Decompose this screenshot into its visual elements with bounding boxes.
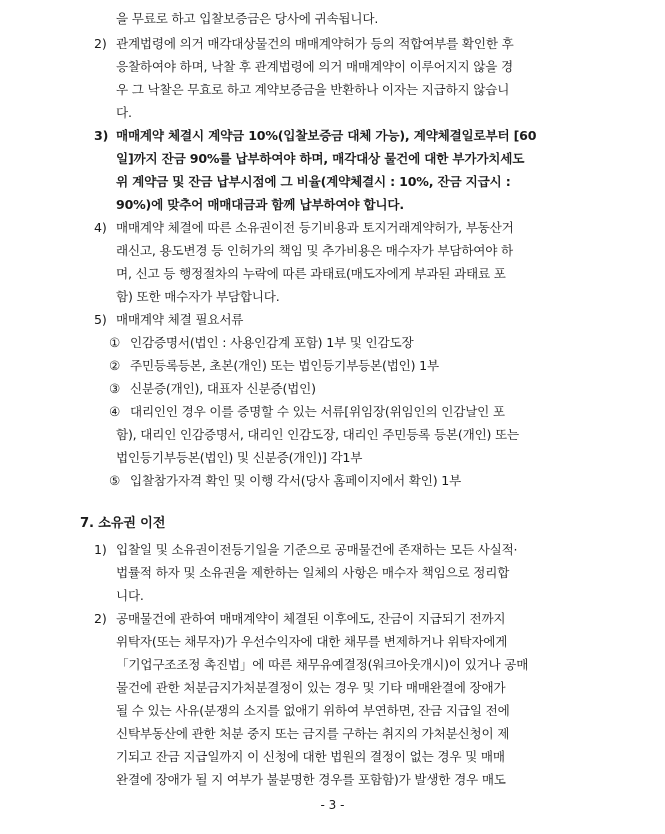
doc-5-line: 입찰참가자격 확인 및 이행 각서(당사 홈페이지에서 확인) 1부 [130,473,462,488]
item-2-line: 응찰하여야 하며, 낙찰 후 관계법령에 의거 매매계약이 이루어지지 않을 경 [116,59,513,74]
doc-2-line: 주민등록등본, 초본(개인) 또는 법인등기부등본(법인) 1부 [130,358,439,373]
sec7-item-1-line: 입찰일 및 소유권이전등기일을 기준으로 공매물건에 존재하는 모든 사실적· [116,542,518,557]
page-number: - 3 - [320,798,345,812]
doc-1-line: 인감증명서(법인 : 사용인감계 포함) 1부 및 인감도장 [130,335,414,350]
item-3-line: 일]까지 잔금 90%를 납부하여야 하며, 매각대상 물건에 대한 부가가치세도 [116,151,525,166]
item-2-line: 다. [116,105,132,120]
sec7-item-2-line: 기되고 잔금 지급일까지 이 신청에 대한 법원의 결정이 없는 경우 및 매매 [116,749,505,764]
doc-4-line: 대리인인 경우 이를 증명할 수 있는 서류[위임장(위임인의 인감날인 포 [130,404,505,419]
sec7-item-2-line: 물건에 관한 처분금지가처분결정이 있는 경우 및 기타 매매완결에 장애가 [116,680,506,695]
sec7-item-1-number: 1) [94,542,107,557]
item-3-line: 매매계약 체결시 계약금 10%(입찰보증금 대체 가능), 계약체결일로부터 [60 [116,128,537,143]
sec7-item-2-line: 위탁자(또는 채무자)가 우선수익자에 대한 채무를 변제하거나 위탁자에게 [116,634,508,649]
item-5-number: 5) [94,312,107,327]
sec7-item-2-line: 신탁부동산에 관한 처분 중지 또는 금지를 구하는 취지의 가처분신청이 제 [116,726,510,741]
doc-2-mark: ② [109,358,121,373]
doc-3-line: 신분증(개인), 대표자 신분증(법인) [130,381,316,396]
item-3-line: 90%)에 맞추어 매매대금과 함께 납부하여야 합니다. [116,197,404,212]
item-2-line: 우 그 낙찰은 무효로 하고 계약보증금을 반환하나 이자는 지급하지 않습니 [116,82,510,97]
item-3-line: 위 계약금 및 잔금 납부시점에 그 비율(계약체결시 : 10%, 잔금 지급시 : [116,174,511,189]
item-2-number: 2) [94,36,107,51]
item-3-number: 3) [94,128,109,143]
doc-1-mark: ① [109,335,121,350]
doc-3-mark: ③ [109,381,121,396]
item-4-number: 4) [94,220,107,235]
sec7-item-2-line: 될 수 있는 사유(분쟁의 소지를 없애기 위하여 부연하면, 잔금 지급일 전에 [116,703,510,718]
doc-4-line: 법인등기부등본(법인) 및 신분증(개인)] 각1부 [116,450,363,465]
item-4-line: 매매계약 체결에 따른 소유권이전 등기비용과 토지거래계약허가, 부동산거 [116,220,514,235]
section-7-title: 7. 소유권 이전 [80,516,166,531]
doc-4-line: 함), 대리인 인감증명서, 대리인 인감도장, 대리인 주민등록 등본(개인) 또는 [116,427,519,442]
doc-5-mark: ⑤ [109,473,121,488]
item-5-title: 매매계약 체결 필요서류 [116,312,244,327]
doc-4-mark: ④ [109,404,121,419]
item-4-line: 며, 신고 등 행정절차의 누락에 따른 과태료(매도자에게 부과된 과태료 포 [116,266,506,281]
item-4-line: 래신고, 용도변경 등 인허가의 책임 및 추가비용은 매수자가 부담하여야 하 [116,243,513,258]
sec7-item-2-line: 완결에 장애가 될 지 여부가 불분명한 경우를 포함함)가 발생한 경우 매도 [116,772,506,787]
item-4-line: 함) 또한 매수자가 부담합니다. [116,289,280,304]
sec7-item-1-line: 니다. [116,588,144,603]
sec7-item-2-line: 공매물건에 관하여 매매계약이 체결된 이후에도, 잔금이 지급되기 전까지 [116,611,506,626]
sec7-item-1-line: 법률적 하자 및 소유권을 제한하는 일체의 사항은 매수자 책임으로 정리합 [116,565,510,580]
item-2-line: 관계법령에 의거 매각대상물건의 매매계약허가 등의 적합여부를 확인한 후 [116,36,514,51]
sec7-item-2-line: 「기업구조조정 촉진법」에 따른 채무유예결정(워크아웃개시)이 있거나 공매 [116,657,529,672]
sec7-item-2-number: 2) [94,611,107,626]
continuation-line: 을 무료로 하고 입찰보증금은 당사에 귀속됩니다. [116,11,379,26]
